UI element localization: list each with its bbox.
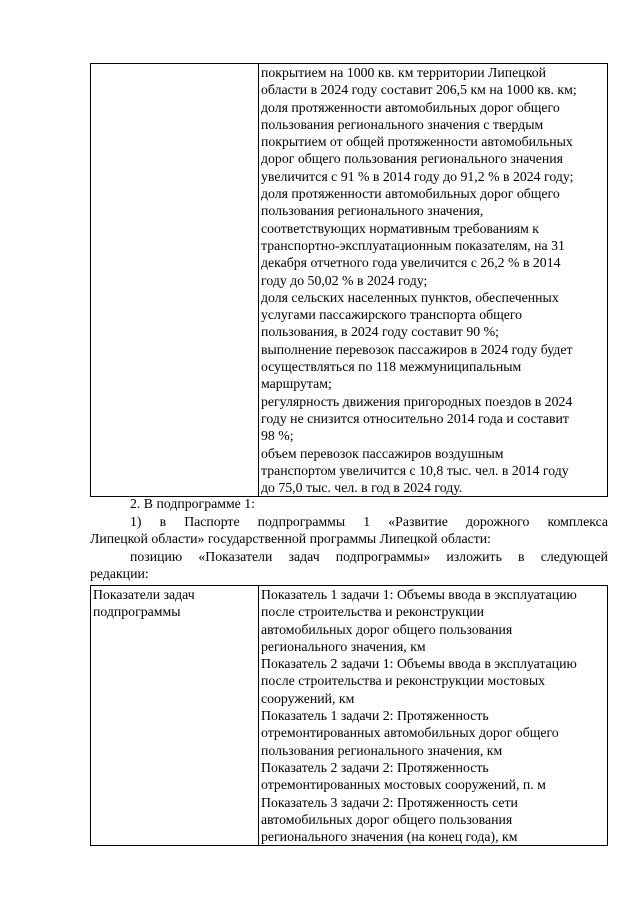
- text-line: пользования регионального значения с твердым: [261, 116, 544, 132]
- text-line: области в 2024 году составит 206,5 км на 1000 кв. км;: [261, 82, 577, 98]
- text-line: осуществляться по 118 межмуниципальным: [261, 359, 522, 375]
- text-line: транспортом увеличится с 10,8 тыс. чел. в 2014 году: [261, 462, 569, 478]
- text-line: году до 50,02 % в 2024 году;: [261, 272, 428, 288]
- text-line: Показатели задач: [93, 587, 195, 602]
- paragraph-line: 1) в Паспорте подпрограммы 1 «Развитие дорожного комплекса: [130, 514, 608, 529]
- text-line: покрытием на 1000 кв. км территории Липецкой: [261, 65, 546, 80]
- text-line: Показатель 1 задачи 1: Объемы ввода в эксплуатацию: [261, 587, 577, 602]
- text-line: регулярность движения пригородных поездов в 2024: [261, 393, 573, 409]
- text-line: объем перевозок пассажиров воздушным: [261, 445, 504, 461]
- text-line: пользования, в 2024 году составит 90 %;: [261, 324, 499, 340]
- subprogram-heading: [90, 495, 608, 512]
- table-cell-task-indicators: [259, 586, 608, 846]
- position-paragraph: [90, 548, 608, 583]
- paragraph-subprogram-1: 2. В подпрограмме 1:: [130, 496, 255, 511]
- text-line: маршрутам;: [261, 376, 332, 392]
- text-line: декабря отчетного года увеличится с 26,2 % в 2014: [261, 255, 561, 271]
- passport-paragraph: [90, 513, 608, 548]
- text-line: пользования регионального значения, км: [261, 742, 503, 758]
- task-indicators-table: [90, 585, 608, 846]
- paragraph-line: позицию «Показатели задач подпрограммы» изложить в следующей: [130, 549, 608, 564]
- text-line: доля протяженности автомобильных дорог общего: [261, 186, 560, 202]
- text-line: соответствующих нормативным требованиям к: [261, 220, 540, 236]
- text-line: Показатель 2 задачи 2: Протяженность: [261, 759, 489, 775]
- text-line: увеличится с 91 % в 2014 году до 91,2 % в 2024 году;: [261, 168, 574, 184]
- text-line: услугами пассажирского транспорта общего: [261, 307, 523, 323]
- table-cell-indicators-text: [259, 64, 608, 497]
- text-line: до 75,0 тыс. чел. в год в 2024 году.: [261, 480, 463, 496]
- text-line: автомобильных дорог общего пользования: [261, 811, 513, 827]
- text-line: выполнение перевозок пассажиров в 2024 году будет: [261, 341, 573, 357]
- paragraph-line: Липецкой области» государственной программы Липецкой области:: [90, 531, 491, 547]
- text-line: подпрограммы: [93, 604, 181, 620]
- text-line: регионального значения (на конец года), км: [261, 829, 518, 845]
- text-line: 98 %;: [261, 428, 294, 444]
- text-line: автомобильных дорог общего пользования: [261, 621, 513, 637]
- text-line: отремонтированных автомобильных дорог общего: [261, 725, 559, 741]
- table-row: [91, 586, 608, 846]
- indicators-table-continued: [90, 63, 608, 497]
- text-line: Показатель 2 задачи 1: Объемы ввода в эксплуатацию: [261, 656, 577, 672]
- text-line: доля протяженности автомобильных дорог общего: [261, 99, 560, 115]
- text-line: Показатель 1 задачи 2: Протяженность: [261, 708, 489, 724]
- text-line: пользования регионального значения,: [261, 203, 484, 219]
- table-row: [91, 64, 608, 497]
- text-line: дорог общего пользования регионального значения: [261, 151, 564, 167]
- text-line: покрытием от общей протяженности автомобильных: [261, 134, 573, 150]
- paragraph-line: редакции:: [90, 566, 149, 582]
- text-line: после строительства и реконструкции: [261, 604, 485, 620]
- text-line: транспортно-эксплуатационным показателям, на 31: [261, 237, 565, 253]
- text-line: после строительства и реконструкции мостовых: [261, 673, 546, 689]
- text-line: отремонтированных мостовых сооружений, п. м: [261, 777, 546, 793]
- text-line: регионального значения, км: [261, 638, 426, 654]
- table-cell-left-empty: [91, 64, 259, 497]
- text-line: сооружений, км: [261, 690, 355, 706]
- text-line: году не снизится относительно 2014 года и составит: [261, 410, 569, 426]
- text-line: доля сельских населенных пунктов, обеспеченных: [261, 289, 559, 305]
- text-line: Показатель 3 задачи 2: Протяженность сети: [261, 794, 518, 810]
- table-cell-position-name: [91, 586, 259, 846]
